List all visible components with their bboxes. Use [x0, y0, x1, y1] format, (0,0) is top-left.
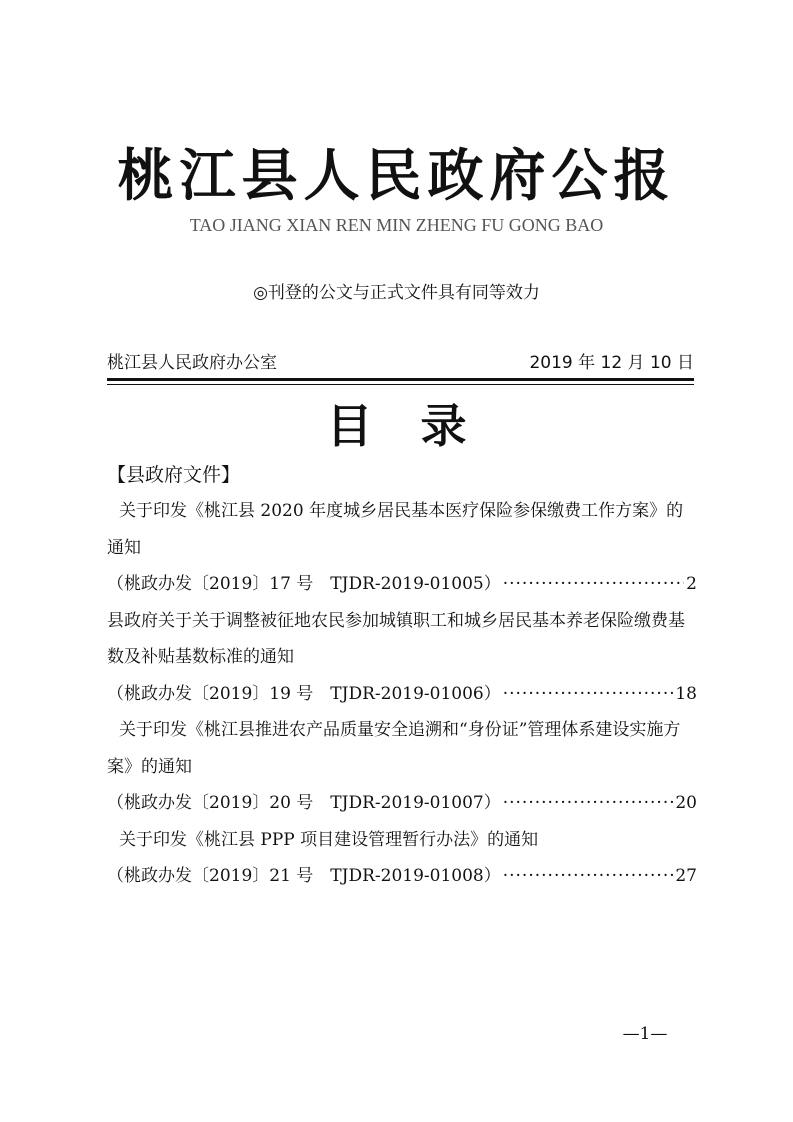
validity-note: ◎刊登的公文与正式文件具有同等效力	[253, 283, 540, 303]
toc-leader-dots	[503, 676, 674, 713]
toc-item-page: 2	[686, 574, 697, 594]
toc-item[interactable]	[107, 493, 697, 603]
toc-item-doc-number: （桃政办发〔2019〕17 号 TJDR-2019-01005）	[107, 574, 501, 594]
toc-item-reference	[107, 676, 697, 713]
toc-item[interactable]	[107, 822, 697, 895]
page-number: —1—	[622, 1024, 668, 1044]
header-rule-thick	[107, 378, 694, 381]
toc-item[interactable]	[107, 712, 697, 822]
toc-item-reference	[107, 566, 697, 603]
toc-item-page: 18	[675, 683, 697, 704]
issue-date: 2019 年 12 月 10 日	[529, 352, 694, 373]
toc-list	[107, 493, 697, 895]
toc-item-doc-number: （桃政办发〔2019〕21 号 TJDR-2019-01008）	[107, 866, 501, 886]
masthead-title: 桃江县人民政府公报	[117, 143, 676, 209]
section-heading: 【县政府文件】	[107, 464, 241, 486]
toc-title: 目录	[326, 399, 515, 453]
toc-leader-dots	[503, 858, 674, 895]
toc-item-title: 县政府关于关于调整被征地农民参加城镇职工和城乡居民基本养老保险缴费基数及补贴基数标准的通知	[107, 610, 685, 667]
toc-leader-dots	[503, 785, 674, 822]
header-rule-thin	[107, 384, 694, 385]
toc-item-title: 关于印发《桃江县 2020 年度城乡居民基本医疗保险参保缴费工作方案》的通知	[107, 501, 684, 558]
toc-item-reference	[107, 858, 697, 895]
toc-leader-dots	[503, 566, 684, 603]
toc-item[interactable]	[107, 603, 697, 713]
issuer-name: 桃江县人民政府办公室	[107, 352, 277, 373]
masthead-pinyin: TAO JIANG XIAN REN MIN ZHENG FU GONG BAO	[189, 215, 604, 235]
toc-item-doc-number: （桃政办发〔2019〕20 号 TJDR-2019-01007）	[107, 793, 501, 813]
issuer-date-bar	[107, 346, 694, 374]
toc-item-title: 关于印发《桃江县 PPP 项目建设管理暂行办法》的通知	[119, 829, 539, 850]
toc-item-doc-number: （桃政办发〔2019〕19 号 TJDR-2019-01006）	[107, 683, 501, 704]
toc-item-reference	[107, 785, 697, 822]
toc-item-page: 27	[675, 866, 697, 886]
toc-item-title: 关于印发《桃江县推进农产品质量安全追溯和“身份证”管理体系建设实施方案》的通知	[107, 720, 681, 777]
toc-item-page: 20	[675, 793, 697, 813]
